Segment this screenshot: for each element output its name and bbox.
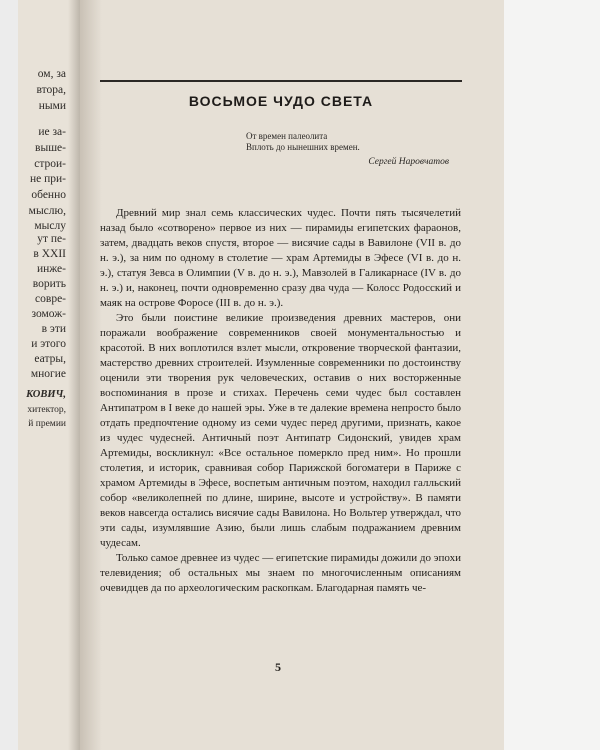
epigraph-line: Вплоть до нынешних времен. xyxy=(246,142,360,152)
left-page-line: мыслю, xyxy=(28,205,66,217)
left-page-line: строи- xyxy=(34,158,66,170)
paragraph: Древний мир знал семь классических чудес. Почти пять тысячелетий назад было «сотворено» первое из них — пирамиды египетских фараонов, затем, двадцать веков спустя, второе — висячие сады в Вавилоне (VII в. до н. э.), за ним по одному в столетие — храм Артемиды в Эфесе (VI в. до н. э.), статуя Зевса в Олимпии (V в. до н. э.), Мавзолей в Галикарнасе (IV в. до н. э.) и, наконец, почти одновременно сразу два чуда — Колосс Родосский и маяк на острове Форосе (III в. до н. э.). xyxy=(100,207,461,309)
left-page-line: и этого xyxy=(31,338,66,350)
paragraph: Только самое древнее из чудес — египетские пирамиды дожили до эпохи телевидения; об остальных мы знаем по многочисленным описаниям очевидцев да по археологическим раскопкам. Благодарная память че- xyxy=(100,552,461,594)
book-gutter xyxy=(68,0,80,750)
left-page-line: зомож- xyxy=(31,308,66,320)
epigraph xyxy=(246,131,360,153)
background-left xyxy=(0,0,18,750)
left-page-author-line: хитектор, xyxy=(27,405,66,415)
left-page-line: выше- xyxy=(35,142,66,154)
body-text xyxy=(100,206,461,596)
page-shade xyxy=(80,0,102,750)
left-page-line: ными xyxy=(38,100,66,112)
left-page xyxy=(18,0,80,750)
page-number: 5 xyxy=(275,660,281,674)
left-page-line: ут пе- xyxy=(37,233,66,245)
paragraph: Это были поистине великие произведения древних мастеров, они поражали воображение современников своей монументальностью и красотой. В них воплотился взлет мысли, откровение творческой фантазии, мастерство древних строителей. Изумленные современники по достоинству оценили эти творения рук человеческих, оставив о них восторженные воспоминания в прозе и стихах. Перечень семи чудес был составлен Антипатром в I веке до нашей эры. Уже в те далекие времена непросто было отдать предпочтение одному из семи чудес перед другими, признать, какое из чудес чудесней. Античный поэт Антипатр Сидонский, увидев храм Артемиды, воскликнул: «Все остальное померкло пред ним». Но прошли столетия, и историк, сравнивая собор Парижской богоматери в Париже с храмом Артемиды в Эфесе, воспетым античным поэтом, находил галльский собор «великолепней по длине, ширине, высоте и устройству». В памяти веков навсегда остались висячие сады Вавилона. Но Вольтер утверждал, что эти сады, изумлявшие Азию, были лишь слабым подражанием древним чудесам. xyxy=(100,312,461,549)
left-page-line: в эти xyxy=(41,323,66,335)
left-page-author: КОВИЧ, xyxy=(26,389,66,400)
chapter-title: ВОСЬМОЕ ЧУДО СВЕТА xyxy=(188,93,374,109)
left-page-line: втора, xyxy=(36,84,66,96)
left-page-line: ом, за xyxy=(37,68,66,80)
right-page xyxy=(80,0,505,750)
epigraph-author: Сергей Наровчатов xyxy=(368,157,449,167)
left-page-line: многие xyxy=(30,368,66,380)
left-page-line: еатры, xyxy=(34,353,66,365)
left-page-line: в XXII xyxy=(33,248,66,260)
left-page-line: ворить xyxy=(32,278,66,290)
left-page-line: совре- xyxy=(35,293,66,305)
left-page-author-line: й премии xyxy=(28,419,66,429)
left-page-line: обенно xyxy=(31,189,66,201)
left-page-line: не при- xyxy=(29,173,66,185)
background-right xyxy=(504,0,600,750)
left-page-line: мыслу xyxy=(34,220,66,232)
epigraph-line: От времен палеолита xyxy=(246,131,328,141)
left-page-line: ие за- xyxy=(38,126,66,138)
left-page-line: инже- xyxy=(36,263,66,275)
header-rule xyxy=(100,80,462,82)
